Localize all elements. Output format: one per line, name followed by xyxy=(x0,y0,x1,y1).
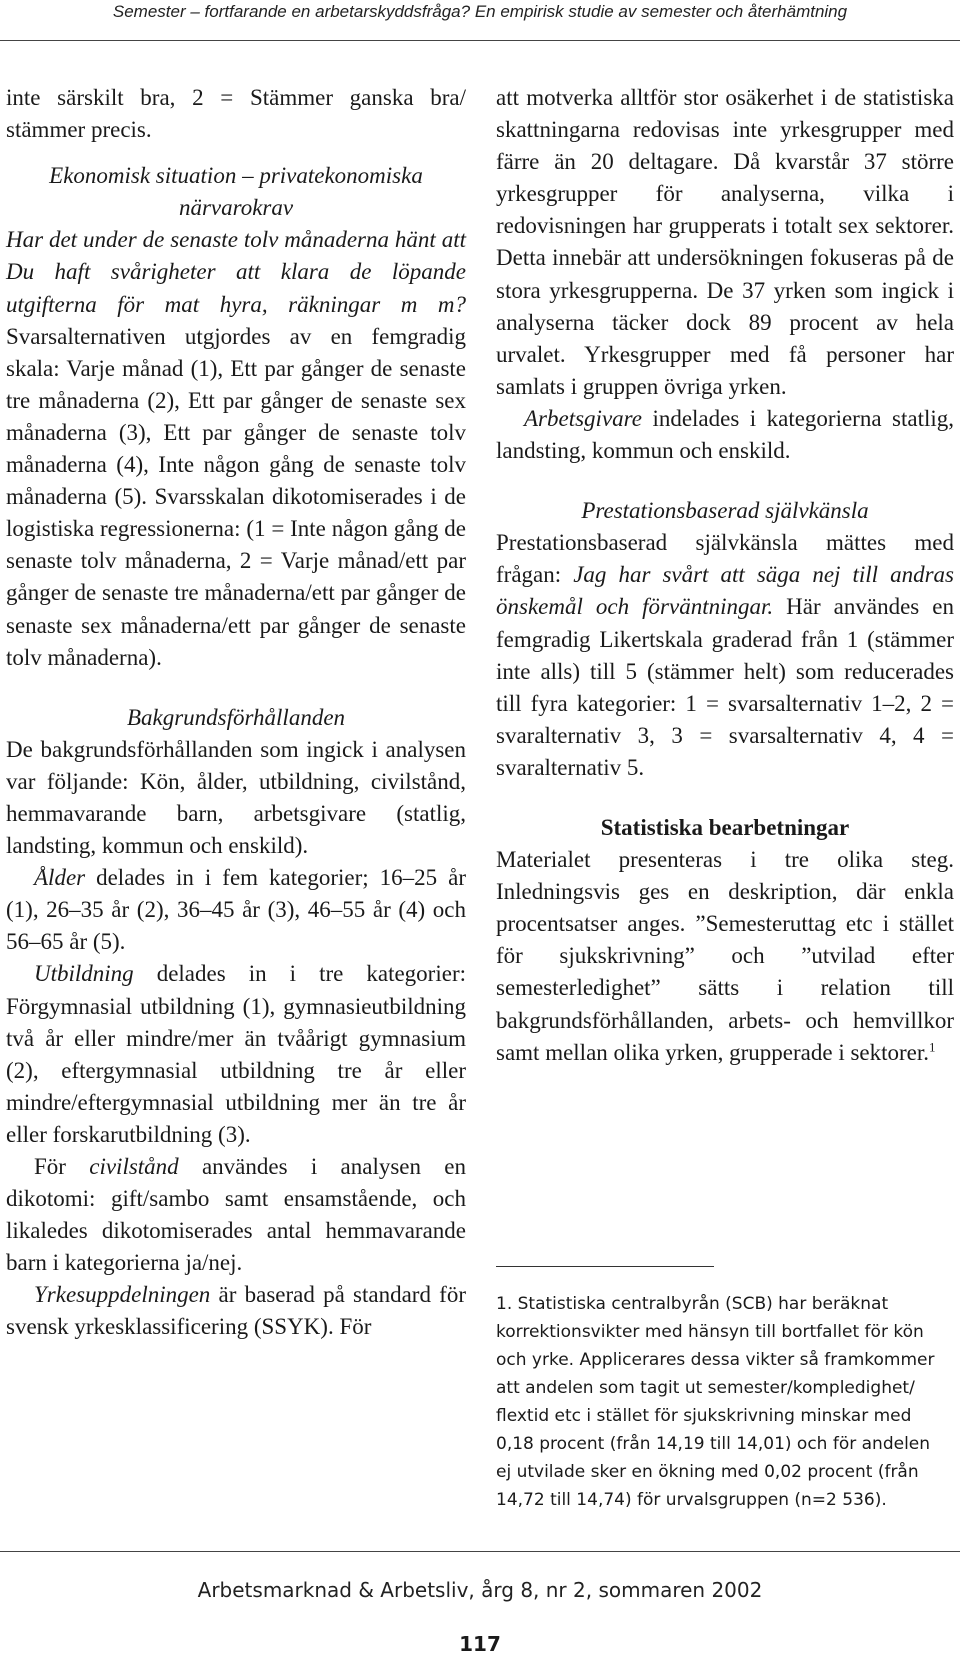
journal-footer xyxy=(0,1576,960,1604)
left-paragraph-3: De bakgrundsförhållanden som ingick i analysen var följande: Kön, ålder, utbildning, civilstånd, hemmavarande barn, arbetsgivare (statlig, landsting, kommun och enskild). xyxy=(6,736,466,859)
term-civil-status: civilstånd xyxy=(89,1154,179,1179)
footnote-reference: 1 xyxy=(929,1038,936,1054)
left-paragraph-civil-status xyxy=(6,1151,466,1279)
journal-citation: Arbetsmarknad & Arbetsliv, årg 8, nr 2, sommaren 2002 xyxy=(197,1578,763,1602)
survey-question-economic: Har det under de senaste tolv månaderna hänt att Du haft svårigheter att klara de löpande utgifterna för mat hyra, räkningar m m? xyxy=(6,227,466,317)
left-paragraph-education xyxy=(6,958,466,1151)
footnote-text: 1. Statistiska centralbyrån (SCB) har beräknat korrektionsvikter med hänsyn till bortfallet för kön och yrke. Applicerares dessa vikter så framkommer att andelen som tagit ut semester/kompledighet/ flextid etc i stället för sjukskrivning minskar med 0,18 procent (från 14,19 till 14,01) och för andelen ej utvilade sker en ökning med 0,02 procent (från 14,72 till 14,74) för urvalsgruppen (n=2 536). xyxy=(496,1294,935,1510)
footnote-rule xyxy=(496,1266,714,1267)
right-paragraph-1: att motverka alltför stor osäkerhet i de statistiska skattningarna redovisas inte yrkesgrupper med färre än 20 deltagare. Då kvarstår 37 större yrkesgrupper för analyserna, vilka i redovisningen har grupperats i totalt sex sektorer. Detta innebär att undersökningen fokuseras på de stora yrkesgrupperna. De 37 yrken som ingick i analyserna täcker dock 89 procent av hela urvalet. Yrkesgrupper med få personer har samlats i gruppen övriga yrken. xyxy=(496,85,954,399)
survey-question-self-esteem: Jag har svårt att säga nej till andras önskemål och förväntningar. xyxy=(496,562,954,620)
header-rule xyxy=(0,40,960,41)
self-esteem-pre: Prestationsbaserad självkänsla mättes med frågan: xyxy=(496,530,954,588)
self-esteem-text: Här användes en femgradig Likertskala graderad från 1 (stämmer inte alls) till 5 (stämmer helt) som reducerades till fyra kategorier: 1 = svarsalternativ 1–2, 2 = svaralternativ 3, 3 = svarsalternativ 4, 4 = svaralternativ 5. xyxy=(496,594,955,780)
section-heading-economic: Ekonomisk situation – privatekonomiska närvarokrav xyxy=(49,163,423,221)
footer-rule xyxy=(0,1551,960,1552)
section-heading-self-esteem: Prestationsbaserad självkänsla xyxy=(581,498,869,524)
right-column xyxy=(496,82,954,1069)
right-paragraph-statistics xyxy=(496,844,954,1069)
section-heading-background: Bakgrundsförhållanden xyxy=(126,704,346,730)
civil-status-pre: För xyxy=(34,1154,90,1179)
left-paragraph-age xyxy=(6,862,466,958)
term-employer: Arbetsgivare xyxy=(524,405,642,431)
section-heading-statistics: Statistiska bearbetningar xyxy=(600,814,850,840)
right-paragraph-self-esteem xyxy=(496,527,954,784)
civil-status-text: användes i analysen en dikotomi: gift/sambo samt ensamstående, och likaledes dikotomiserades antal hemmavarande barn i kategorierna ja/nej. xyxy=(6,1154,466,1276)
occupation-text: är baserad på standard för svensk yrkesklassificering (SSYK). För xyxy=(6,1282,466,1340)
running-title: Semester – fortfarande en arbetarskyddsfråga? En empirisk studie av semester och återhämtning xyxy=(112,2,848,21)
running-header xyxy=(0,0,960,32)
page-number xyxy=(0,1630,960,1658)
term-occupation: Yrkesuppdelningen xyxy=(34,1282,211,1308)
left-paragraph-1: inte särskilt bra, 2 = Stämmer ganska bra/ stämmer precis. xyxy=(6,85,466,143)
age-text: delades in i fem kategorier; 16–25 år (1), 26–35 år (2), 36–45 år (3), 46–55 år (4) och 56–65 år (5). xyxy=(6,865,466,955)
employer-text: indelades i kategorierna statlig, landsting, kommun och enskild. xyxy=(496,405,954,464)
education-text: delades in i tre kategorier: Förgymnasial utbildning (1), gymnasieutbildning två år eller mindre/mer än tvåårigt gymnasium (2), eftergymnasial utbildning tre år eller mindre/eftergymnasial utbildning mer än tre år eller forskarutbildning (3). xyxy=(6,961,466,1147)
left-column xyxy=(6,82,466,1344)
statistics-text: Materialet presenteras i tre olika steg. Inledningsvis ges en deskription, där enkla procentsatser anges. ”Semesteruttag etc i stället för sjukskrivning” och ”utvilad efter semesterledighet” sätts i relation till bakgrundsförhållanden, arbets- och hemvillkor samt mellan olika yrken, grupperade i sektorer. xyxy=(496,847,954,1065)
term-age: Ålder xyxy=(34,865,86,891)
page-number-value: 117 xyxy=(459,1632,501,1656)
footnote xyxy=(496,1290,948,1514)
left-paragraph-occupation xyxy=(6,1279,466,1343)
left-paragraph-2-text: Svarsalternativen utgjordes av en femgradig skala: Varje månad (1), Ett par gånger de senaste tre månaderna (2), Ett par gånger de senaste sex månaderna (3), Ett par gånger de senaste tolv månaderna (4), Inte någon gång de senaste tolv månaderna (5). Svarsskalan dikotomiserades i de logistiska regressionerna: (1 = Inte någon gång de senaste tolv månaderna, 2 = Varje månad/ett par gånger de senaste tre månaderna/ett par gånger de senaste sex månaderna/ett par gånger de senaste tolv månaderna). xyxy=(6,323,466,670)
left-paragraph-2 xyxy=(6,224,466,673)
right-paragraph-employer xyxy=(496,403,954,467)
term-education: Utbildning xyxy=(34,961,134,987)
